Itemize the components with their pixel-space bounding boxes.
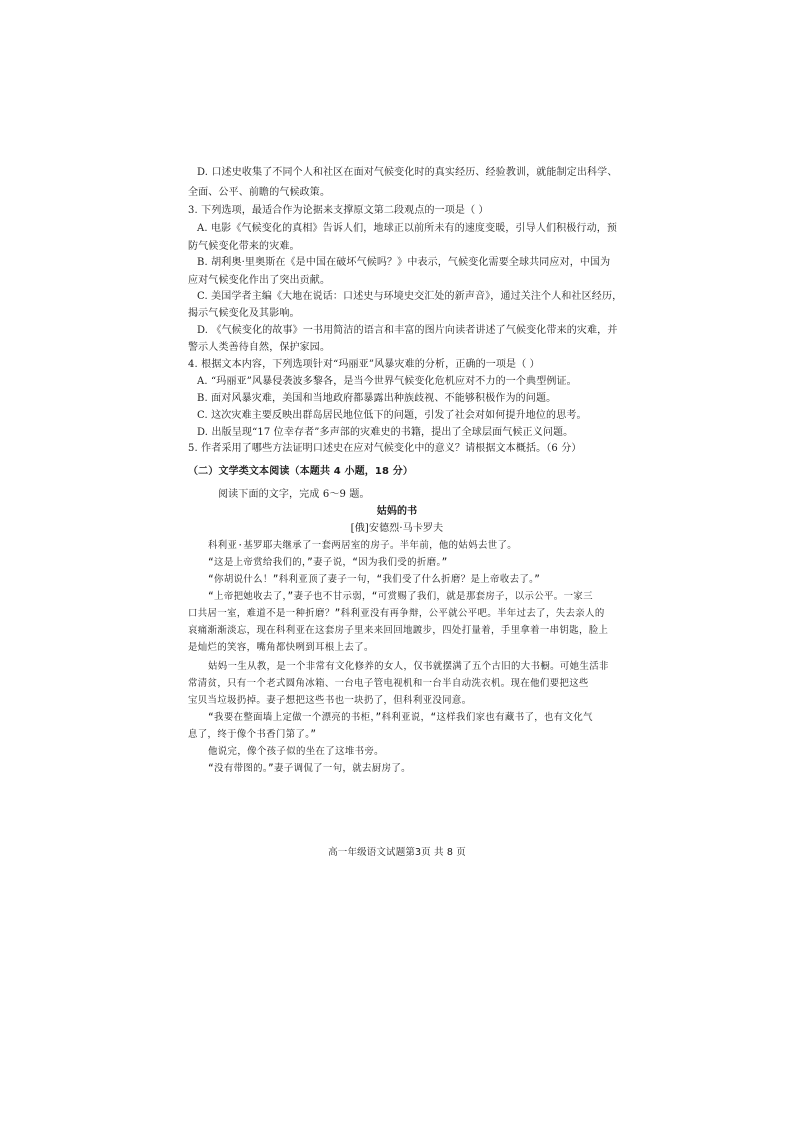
q4-option-d: D. 出版呈现“17 位幸存者”多声部的灾难史的书籍，提出了全球层面气候正义问题。 bbox=[197, 427, 574, 438]
story-paragraph-6-line1: “我要在整面墙上定做一个漂亮的书柜，”科利亚说，“这样我们家也有藏书了，也有文化气 bbox=[208, 712, 593, 723]
q3-option-b-line1: B. 胡利奥·里奥斯在《是中国在破坏气候吗？》中表示，气候变化需要全球共同应对，中国为 bbox=[197, 257, 611, 268]
q4-stem: 4. 根据文本内容，下列选项针对“玛丽亚”风暴灾难的分析，正确的一项是（ ） bbox=[188, 359, 540, 370]
q2-option-d-line2: 全面、公平、前瞻的气候政策。 bbox=[188, 187, 331, 198]
q4-option-b: B. 面对风暴灾难，美国和当地政府都暴露出种族歧视、不能够积极作为的问题。 bbox=[197, 393, 557, 404]
section2-heading: （二）文学类文本阅读（本题共 4 小题，18 分） bbox=[188, 466, 414, 477]
q4-option-a: A. “玛丽亚”风暴侵袭波多黎各，是当今世界气候变化危机应对不力的一个典型例证。 bbox=[197, 376, 577, 387]
q3-option-a-line1: A. 电影《气候变化的真相》告诉人们，地球正以前所未有的速度变暖，引导人们积极行动，预 bbox=[197, 223, 618, 234]
page-footer: 高一年级语文试题第3页 共 8 页 bbox=[328, 847, 466, 858]
q5-stem: 5. 作者采用了哪些方法证明口述史在应对气候变化中的意义？请根据文本概括。（6 分） bbox=[188, 443, 582, 454]
q3-option-d-line1: D. 《气候变化的故事》一书用简洁的语言和丰富的图片向读者讲述了气候变化带来的灾难，并 bbox=[197, 325, 618, 336]
story-paragraph-4-line3: 哀痛渐渐淡忘，现在科利亚在这套房子里来来回回地踱步，四处打量着，手里拿着一串钥匙，脸上 bbox=[188, 625, 609, 636]
story-paragraph-4-line1: “上帝把她收去了，”妻子也不甘示弱，“可赏赐了我们，就是那套房子，以示公平。一家三 bbox=[208, 591, 593, 602]
q4-option-c: C. 这次灾难主要反映出群岛居民地位低下的问题，引发了社会对如何提升地位的思考。 bbox=[197, 410, 587, 421]
story-paragraph-5-line3: 宝贝当垃圾扔掉。妻子想把这些书也一块扔了，但科利亚没同意。 bbox=[188, 695, 472, 706]
story-paragraph-2: “这是上帝赏给我们的，”妻子说，“因为我们受的折磨。” bbox=[208, 557, 448, 568]
q2-option-d-line1: D. 口述史收集了不同个人和社区在面对气候变化时的真实经历、经验教训，就能制定出科学、 bbox=[197, 167, 618, 178]
q3-option-d-line2: 警示人类善待自然，保护家园。 bbox=[188, 342, 331, 353]
q3-option-a-line2: 防气候变化带来的灾难。 bbox=[188, 241, 300, 252]
story-paragraph-4-line4: 是灿烂的笑容，嘴角都快咧到耳根上去了。 bbox=[188, 642, 374, 653]
story-title: 姑妈的书 bbox=[376, 506, 418, 517]
story-author: [俄]安德烈·马卡罗夫 bbox=[350, 523, 444, 534]
q3-option-c-line2: 揭示气候变化及其影响。 bbox=[188, 308, 300, 319]
story-paragraph-6-line2: 息了，终于像个书香门第了。” bbox=[188, 729, 317, 740]
story-paragraph-5-line2: 常清贫，只有一个老式圆角冰箱、一台电子管电视机和一台半自动洗衣机。现在他们要把这些 bbox=[188, 678, 589, 689]
q3-option-c-line1: C. 美国学者主编《大地在说话：口述史与环境史交汇处的新声音》，通过关注个人和社区经历， bbox=[197, 291, 623, 302]
story-paragraph-1: 科利亚·基罗耶夫继承了一套两居室的房子。半年前，他的姑妈去世了。 bbox=[208, 540, 518, 551]
story-paragraph-7: 他说完，像个孩子似的坐在了这堆书旁。 bbox=[208, 746, 384, 757]
q3-stem: 3. 下列选项，最适合作为论据来支撑原文第二段观点的一项是（ ） bbox=[188, 205, 489, 216]
q3-option-b-line2: 应对气候变化作出了突出贡献。 bbox=[188, 275, 331, 286]
story-paragraph-8: “没有带图的。”妻子调侃了一句，就去厨房了。 bbox=[208, 763, 411, 774]
reading-instruction: 阅读下面的文字，完成 6～9 题。 bbox=[218, 489, 370, 500]
story-paragraph-4-line2: 口共居一室，难道不是一种折磨？”科利亚没有再争辩，公平就公平吧。半年过去了，失去亲人的 bbox=[188, 608, 605, 619]
story-paragraph-3: “你胡说什么！”科利亚顶了妻子一句，“我们受了什么折磨？是上帝收去了。” bbox=[208, 574, 541, 585]
story-paragraph-5-line1: 姑妈一生从教，是一个非常有文化修养的女人，仅书就摆满了五个古旧的大书橱。可她生活非 bbox=[208, 661, 609, 672]
